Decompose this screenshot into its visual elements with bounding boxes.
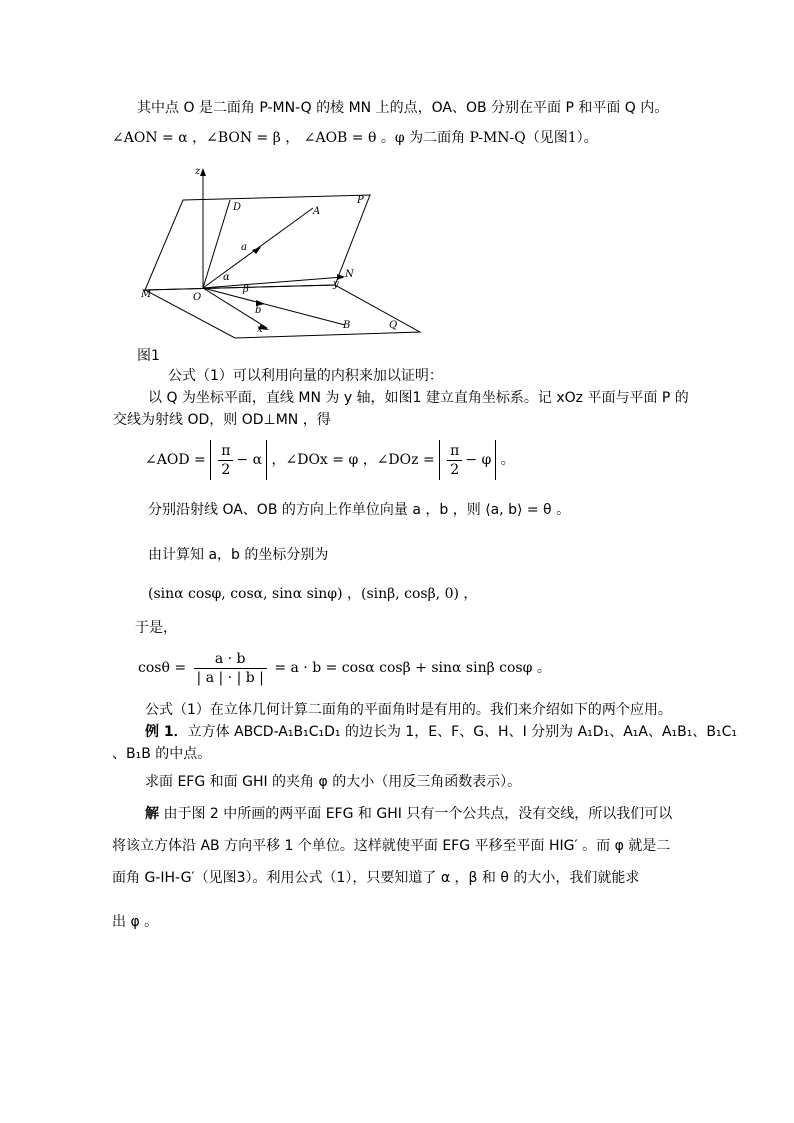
eq3-lhs: cosθ = (138, 660, 187, 676)
application-intro: 公式（1）在立体几何计算二面角的平面角时是有用的。我们来介绍如下的两个应用。 (145, 702, 672, 718)
eq1-middle: ，∠DOx = φ ，∠DOz = (271, 452, 435, 468)
plane-q-outline (145, 285, 420, 338)
eq1-frac1-den: 2 (221, 461, 231, 478)
label-m: M (141, 289, 152, 300)
figure-1-dihedral-diagram (135, 160, 435, 360)
label-q: Q (389, 320, 398, 331)
eq1-end: 。 (500, 452, 515, 468)
example-1-line-2: 、B₁B 的中点。 (112, 746, 212, 762)
label-y: y (333, 279, 339, 290)
example-1-line-1 (145, 722, 737, 742)
intro-line-2: ∠AON = α ，∠BON = β ， ∠AOB = θ 。φ 为二面角 P-MN-Q（见图1）。 (112, 130, 598, 146)
label-o: O (193, 292, 202, 303)
label-x: x (257, 324, 263, 335)
label-a: A (313, 206, 321, 217)
figure-1-caption: 图1 (137, 348, 160, 364)
eq1-frac1-tail: − α (236, 452, 263, 468)
label-alpha: α (223, 272, 230, 283)
label-d: D (233, 202, 242, 213)
eq1-abs-1 (210, 440, 267, 480)
coord-line-1: 以 Q 为坐标平面，直线 MN 为 y 轴，如图1 建立直角坐标系。记 xOz 平面与平面 P 的 (148, 390, 689, 406)
z-axis-arrowhead (200, 168, 206, 176)
plane-p-outline (145, 195, 370, 290)
label-p: P (357, 195, 364, 206)
proof-intro: 公式（1）可以利用向量的内积来加以证明： (168, 368, 443, 384)
equation-angles (145, 440, 515, 480)
coord-line-2: 交线为射线 OD，则 OD⊥MN ，得 (113, 412, 331, 428)
label-z: z (195, 166, 201, 177)
eq1-frac1-num: π (218, 442, 233, 461)
eq1-aod-label: ∠AOD = (145, 452, 206, 468)
solution-line-4: 出 φ 。 (112, 914, 159, 930)
solution-text-1: 由于图 2 中所画的两平面 EFG 和 GHI 只有一个公共点，没有交线，所以我们可以 (163, 806, 673, 822)
solution-line-2: 将该立方体沿 AB 方向平移 1 个单位。这样就使平面 EFG 平移至平面 HIG′ 。而 φ 就是二 (112, 838, 671, 854)
equation-cos-theta (138, 648, 551, 688)
coordinates-intro: 由计算知 a，b 的坐标分别为 (148, 547, 329, 563)
vector-a-arrowhead (252, 247, 261, 254)
label-beta: β (243, 284, 249, 295)
eq1-frac2-tail: − φ (465, 452, 492, 468)
solution-line-1 (145, 804, 672, 824)
eq1-abs-2 (439, 440, 496, 480)
label-vector-a: a (241, 242, 247, 253)
eq3-rhs: = a · b = cosα cosβ + sinα sinβ cosφ 。 (274, 660, 551, 676)
eq1-frac2-den: 2 (450, 461, 460, 478)
solution-line-3: 面角 G-IH-G′（见图3）。利用公式（1），只要知道了 α ，β 和 θ 的大小，我们就能求 (112, 870, 640, 886)
equation-coordinates: (sinα cosφ, cosα, sinα sinφ) ，(sinβ, cosβ, 0) ， (148, 586, 478, 602)
eq1-frac2-num: π (447, 442, 462, 461)
ray-ob-line (203, 288, 345, 325)
unit-vector-line: 分别沿射线 OA、OB 的方向上作单位向量 a ，b ，则 ⟨a, b⟩ = θ 。 (148, 502, 571, 518)
therefore-line: 于是， (135, 620, 177, 636)
solution-label: 解 (145, 806, 159, 822)
eq3-den: | a | · | b | (196, 669, 264, 686)
eq3-num: a · b (194, 650, 267, 669)
example-1-text-1: 立方体 ABCD-A₁B₁C₁D₁ 的边长为 1，E、F、G、H、I 分别为 A₁D₁、A₁A、A₁B₁、B₁C₁ (187, 724, 737, 740)
label-b: B (343, 320, 351, 331)
intro-line-1: 其中点 O 是二面角 P-MN-Q 的棱 MN 上的点，OA、OB 分别在平面 P 和平面 Q 内。 (137, 100, 669, 116)
example-1-label: 例 1． (145, 724, 188, 740)
label-vector-b: b (255, 305, 262, 316)
question-line: 求面 EFG 和面 GHI 的夹角 φ 的大小（用反三角函数表示）。 (145, 774, 522, 790)
label-n: N (345, 269, 354, 280)
